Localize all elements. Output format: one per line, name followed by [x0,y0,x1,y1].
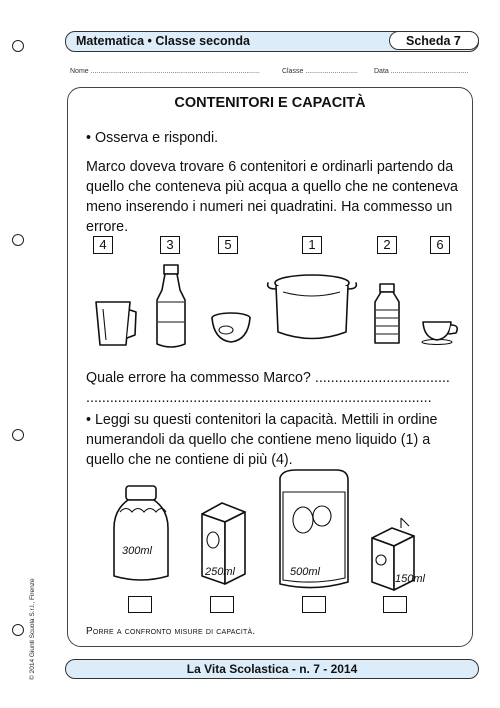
number-box-bowl: 5 [218,236,238,254]
carton-capacity-label: 250ml [205,566,235,578]
date-field[interactable]: Data ........................................ [374,68,469,75]
number-box-mug: 4 [93,236,113,254]
footer-label: La Vita Scolastica - n. 7 - 2014 [186,662,358,676]
exercise1-instruction: • Osserva e rispondi. [86,130,219,146]
jar-icon [114,486,168,580]
answer-line[interactable]: ....................................................................................... [86,390,432,406]
answer-box-carton[interactable] [210,596,234,613]
juice-box-icon [372,518,426,590]
bowl-icon [212,313,250,342]
page-title: CONTENITORI E CAPACITÀ [174,95,366,111]
plastic-bottle-icon [157,265,185,347]
question-text: Quale errore ha commesso Marco? .................................. [86,370,450,386]
answer-box-jar[interactable] [128,596,152,613]
cooking-pot-icon [268,275,357,339]
answer-box-juice-box[interactable] [383,596,407,613]
number-box-cooking-pot: 1 [302,236,322,254]
juice-carton-icon [202,503,245,584]
exercise1-text: Marco doveva trovare 6 contenitori e ordinarli partendo da quello che conteneva più acqua a quello che ne conteneva meno inserendo i numeri nei quadratini. Ha commesso un errore. [86,159,459,235]
number-box-small-bottle: 2 [377,236,397,254]
footnote: Porre a confronto misure di capacità. [86,626,256,637]
small-bottle-icon [375,284,399,343]
number-box-plastic-bottle: 3 [160,236,180,254]
subject-label: Matematica • Classe seconda [76,34,250,48]
number-box-espresso-cup: 6 [430,236,450,254]
class-field[interactable]: Classe ........................... [282,68,358,75]
jar-capacity-label: 300ml [122,545,152,557]
mug-icon [96,302,136,345]
sheet-label: Scheda 7 [406,34,461,48]
name-field[interactable]: Nome ....................................................................................... [70,68,260,75]
large-carton-icon [280,470,348,588]
footer-bar [65,659,479,679]
espresso-cup-icon [422,322,457,345]
large-carton-capacity-label: 500ml [290,566,320,578]
copyright-credit: © 2014 Giunti Scuola S.r.l., Firenze [29,578,36,680]
exercise2-instruction: • Leggi su questi contenitori la capacità. Mettili in ordine numerandoli da quello che contiene meno liquido (1) a quello che ne contiene di più (4). [86,412,438,468]
answer-box-large-carton[interactable] [302,596,326,613]
juice-box-capacity-label: 150ml [395,573,425,585]
